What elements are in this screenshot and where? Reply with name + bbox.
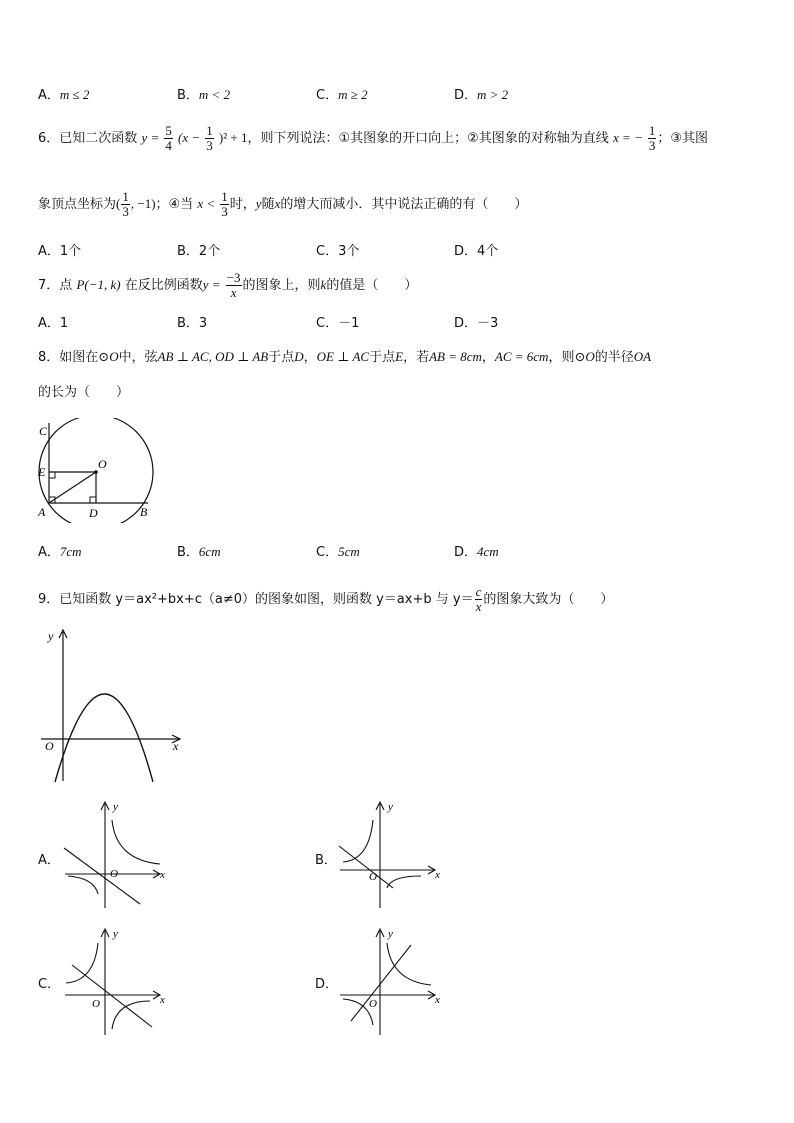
q8-option-c[interactable]: C．5cm [316,544,360,560]
q9-option-a-label[interactable]: A． [38,853,60,868]
hyperbola-branch-2 [68,876,98,894]
q6-frac-d: $\frac{1}{3}$ [122,189,129,219]
q9-option-b-graph[interactable] [335,798,445,910]
q6-option-a[interactable]: A．1个 [38,244,82,259]
label-origin: O [369,871,377,883]
q6-line-1: 6．已知二次函数 y = $\frac{5}{4}$ (x − $\frac{1}{3}$ )² + 1，则下列说法：①其图象的开口向上；②其图象的对称轴为直线 x = − $\frac{1}{3}$ ；③其图 [38,123,709,153]
label-origin: O [92,998,100,1010]
linear-function [351,945,411,1021]
q9-option-a-graph[interactable] [60,798,170,910]
label-a: A [38,505,46,519]
label-origin: O [369,998,377,1010]
segment-oa [49,472,96,503]
q6-line-2: 象顶点坐标为( $\frac{1}{3}$ , −1)；④当 x < $\frac{1}{3}$ 时，y随x的增大而减小．其中说法正确的有（ ） [38,189,528,219]
q7-line: 7．点 P(−1, k) 在反比例函数y = $\frac{-3}{x}$ 的图象上，则k的值是（ ） [38,270,418,300]
parabola-curve [55,694,153,782]
q9-option-c-graph[interactable] [60,925,170,1037]
q9-line: 9．已知函数 y＝ax²+bx+c（a≠0）的图象如图，则函数 y＝ax+b 与 y＝ $\frac{c}{x}$ 的图象大致为（ ） [38,584,614,614]
q9-option-d-label[interactable]: D． [315,977,339,992]
label-y: y [113,801,118,813]
hyperbola-branch-1 [343,820,373,862]
linear-function [72,965,152,1027]
q9-option-c-label[interactable]: C． [38,977,61,992]
q7-option-b[interactable]: B．3 [177,316,208,331]
q6-option-b[interactable]: B．2个 [177,244,221,259]
right-angle-e [49,472,55,478]
q6-frac-e: $\frac{1}{3}$ [221,189,228,219]
label-x: x [160,869,165,881]
q8-option-d[interactable]: D．4cm [454,544,499,560]
q7-option-a[interactable]: A．1 [38,316,69,331]
label-x: x [160,994,165,1006]
q8-line-2: 的长为（ ） [38,385,130,400]
q6-frac-b: $\frac{1}{3}$ [206,123,213,153]
q5-option-d[interactable]: D．m > 2 [454,87,509,103]
label-y: y [388,928,393,940]
label-o: O [98,457,107,471]
label-y: y [48,629,54,643]
q6-frac-c: $\frac{1}{3}$ [648,123,656,153]
q7-frac: $\frac{-3}{x}$ [226,270,241,300]
right-angle-d [90,497,96,503]
hyperbola-branch-2 [112,1001,150,1029]
label-y: y [113,928,118,940]
q9-frac: $\frac{c}{x}$ [475,584,482,614]
label-c: C [39,424,48,438]
q9-parabola-graph [35,626,195,786]
hyperbola-branch-1 [387,943,431,985]
q5-option-a[interactable]: A．m ≤ 2 [38,87,90,103]
q6-frac-a: $\frac{5}{4}$ [165,123,172,153]
label-e: E [38,465,46,479]
label-origin: O [110,868,118,880]
q8-circle-figure [30,418,160,523]
q7-option-c[interactable]: C．－1 [316,316,360,331]
q6-option-c[interactable]: C．3个 [316,244,360,259]
q9-option-b-label[interactable]: B． [315,853,337,868]
q8-option-b[interactable]: B．6cm [177,544,221,560]
q8-option-a[interactable]: A．7cm [38,544,82,560]
label-x: x [435,869,440,881]
q6-option-d[interactable]: D．4个 [454,244,499,259]
hyperbola-branch-1 [66,943,98,983]
label-y: y [388,801,393,813]
q5-option-c[interactable]: C．m ≥ 2 [316,87,368,103]
q7-option-d[interactable]: D．－3 [454,316,499,331]
linear-function [64,848,140,904]
hyperbola-branch-2 [387,876,421,888]
label-origin: O [45,739,54,753]
q8-line-1: 8．如图在⊙O中，弦AB ⊥ AC, OD ⊥ AB于点D，OE ⊥ AC于点E，若AB = 8cm，AC = 6cm，则⊙O的半径OA [38,349,652,365]
label-b: B [140,505,148,519]
label-x: x [173,739,179,753]
label-d: D [89,506,98,520]
q5-option-b[interactable]: B．m < 2 [177,87,231,103]
hyperbola-branch-1 [112,820,160,864]
linear-function [339,846,393,888]
q9-option-d-graph[interactable] [335,925,445,1037]
label-x: x [435,994,440,1006]
